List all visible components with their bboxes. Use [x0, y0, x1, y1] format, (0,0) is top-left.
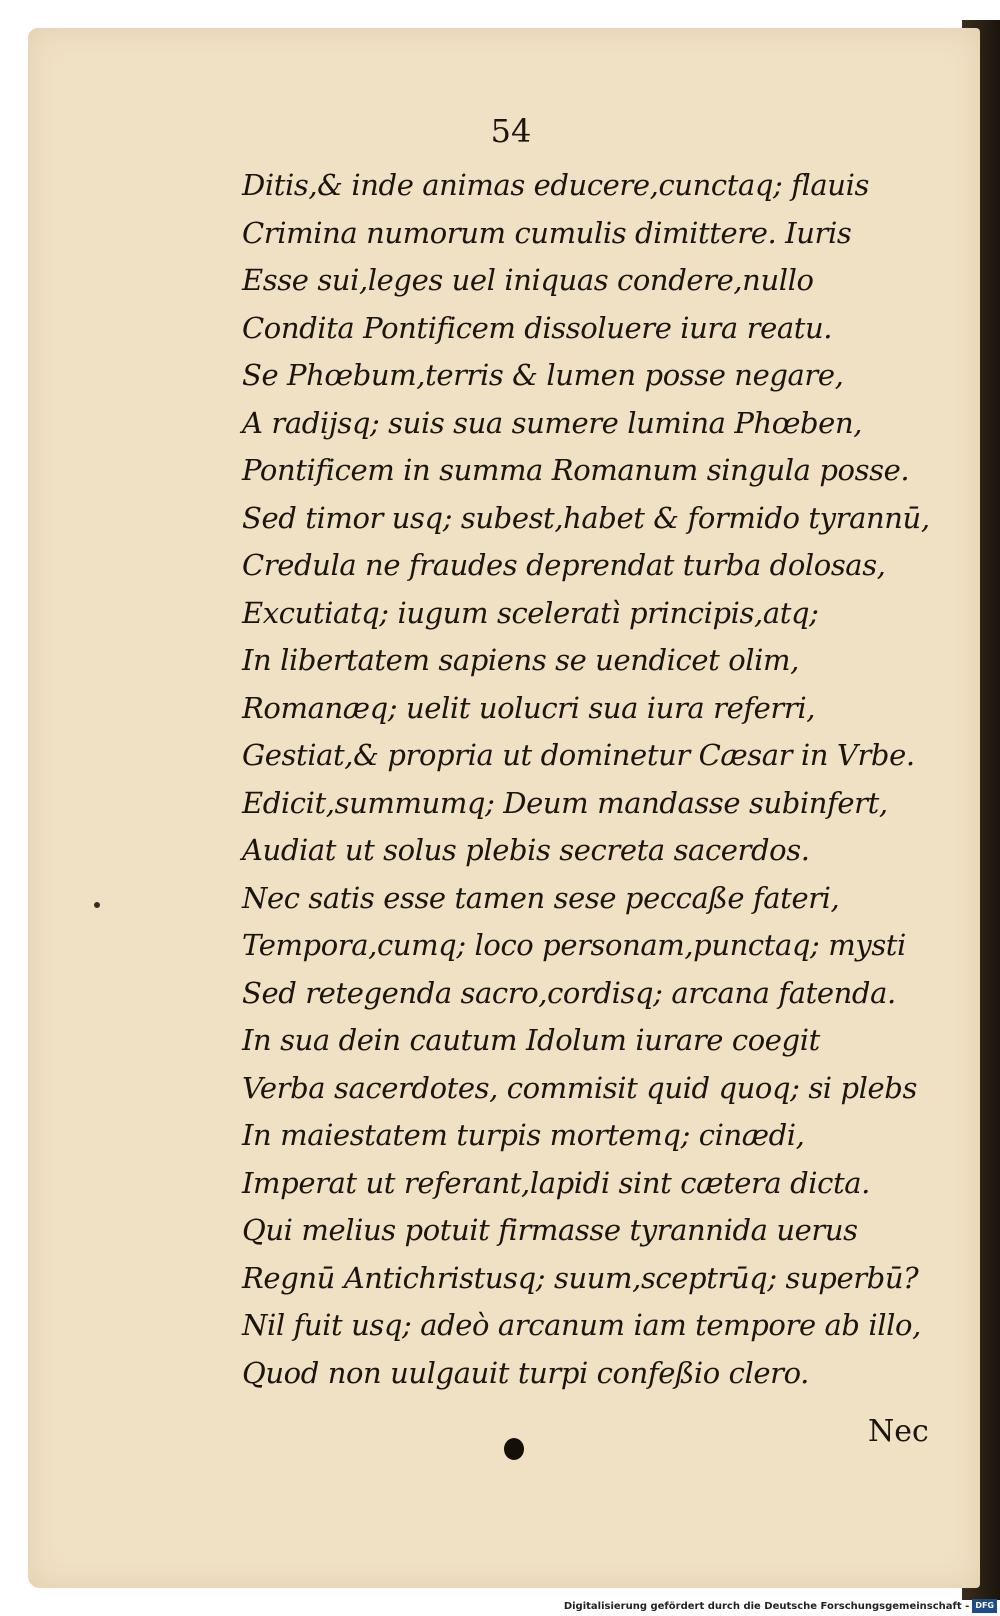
verse-line: Edicit,summumq; Deum mandasse subinfert, [242, 785, 888, 820]
verse-line: Excutiatq; iugum sceleratì principis,atq; [242, 595, 819, 630]
verse-line: Ditis,& inde animas educere,cunctaq; flauis [242, 168, 869, 202]
verse-line: Romanæq; uelit uolucri sua iura referri, [242, 690, 816, 725]
book-page [28, 28, 980, 1588]
verse-line: Credula ne fraudes deprendat turba dolosas, [242, 548, 886, 582]
verse-line: Nec satis esse tamen sese peccaße fateri, [242, 880, 840, 915]
verse-line: Sed retegenda sacro,cordisq; arcana fatenda. [242, 975, 896, 1010]
verse-line: Crimina numorum cumulis dimittere. Iuris [242, 215, 852, 250]
verse-line: A radijsq; suis sua sumere lumina Phœben, [242, 405, 863, 440]
verse-line: In maiestatem turpis mortemq; cinædi, [242, 1118, 805, 1152]
verse-line: Quod non uulgauit turpi confeßio clero. [242, 1355, 809, 1390]
catchword: Nec [868, 1414, 929, 1449]
verse-line: Regnū Antichristusq; suum,sceptrūq; superbū? [242, 1260, 919, 1295]
verse-line: Se Phœbum,terris & lumen posse negare, [242, 358, 844, 392]
verse-line: Imperat ut referant,lapidi sint cætera dicta. [242, 1165, 870, 1200]
verse-line: Audiat ut solus plebis secreta sacerdos. [242, 833, 810, 867]
verse-text-block [242, 162, 962, 1397]
ink-blot [504, 1438, 524, 1460]
verse-line: Sed timor usq; subest,habet & formido tyrannū, [242, 500, 930, 535]
verse-line: Pontificem in summa Romanum singula posse. [242, 453, 910, 487]
verse-line: Gestiat,& propria ut dominetur Cæsar in Vrbe. [242, 738, 915, 772]
verse-line: In libertatem sapiens se uendicet olim, [242, 643, 799, 677]
verse-line: Tempora,cumq; loco personam,punctaq; mysti [242, 928, 906, 962]
dfg-logo: DFG [972, 1599, 997, 1613]
verse-line: In sua dein cautum Idolum iurare coegit [242, 1023, 820, 1057]
verse-line: Nil fuit usq; adeò arcanum iam tempore ab illo, [242, 1308, 921, 1342]
verse-line: Verba sacerdotes, commisit quid quoq; si plebs [242, 1070, 917, 1105]
digitization-credit [564, 1598, 1000, 1614]
credit-text: Digitalisierung gefördert durch die Deutsche Forschungsgemeinschaft - [563, 1600, 970, 1612]
verse-line: Condita Pontificem dissoluere iura reatu. [242, 310, 833, 345]
ink-speck [94, 902, 100, 908]
page-number: 54 [490, 112, 532, 150]
verse-line: Esse sui,leges uel iniquas condere,nullo [242, 263, 814, 297]
verse-line: Qui melius potuit firmasse tyrannida uerus [242, 1213, 858, 1247]
